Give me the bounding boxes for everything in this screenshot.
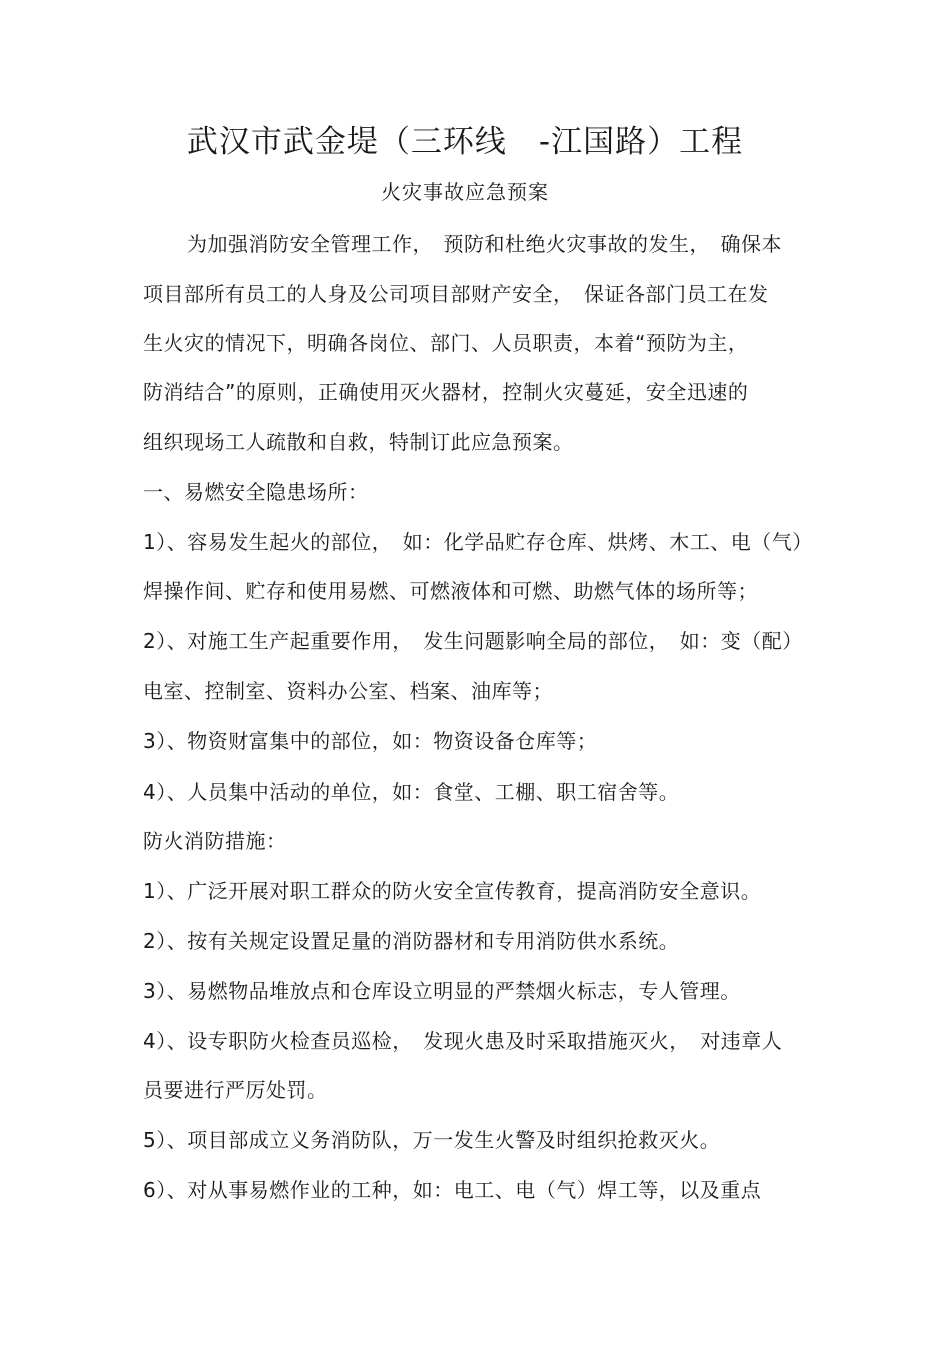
list-item-continuation: 员要进行严厉处罚。 [143,1078,328,1102]
list-item: 3）、易燃物品堆放点和仓库设立明显的严禁烟火标志，专人管理。 [143,979,741,1003]
list-item: 2）、按有关规定设置足量的消防器材和专用消防供水系统。 [143,929,680,953]
list-item: 3）、物资财富集中的部位，如：物资设备仓库等； [143,729,598,753]
section-heading: 防火消防措施： [143,829,287,853]
paragraph-line: 项目部所有员工的人身及公司项目部财产安全， 保证各部门员工在发 [143,282,769,306]
paragraph-line: 组织现场工人疏散和自救，特制订此应急预案。 [143,430,574,454]
list-item-continuation: 焊操作间、贮存和使用易燃、可燃液体和可燃、助燃气体的场所等； [143,579,758,603]
list-item: 1）、容易发生起火的部位， 如：化学品贮存仓库、烘烤、木工、电（气） [143,530,813,554]
list-item: 2）、对施工生产起重要作用， 发生问题影响全局的部位， 如：变（配） [143,629,803,653]
section-heading: 一、易燃安全隐患场所： [143,480,369,504]
list-item: 6）、对从事易燃作业的工种，如：电工、电（气）焊工等，以及重点 [143,1178,762,1202]
list-item: 4）、人员集中活动的单位，如：食堂、工棚、职工宿舍等。 [143,780,680,804]
document-subtitle: 火灾事故应急预案 [381,180,549,204]
document-title: 武汉市武金堤（三环线 -江国路）工程 [186,124,744,160]
list-item: 4）、设专职防火检查员巡检， 发现火患及时采取措施灭火， 对违章人 [143,1029,783,1053]
paragraph-line: 生火灾的情况下，明确各岗位、部门、人员职责，本着“预防为主， [143,331,749,355]
list-item-continuation: 电室、控制室、资料办公室、档案、油库等； [143,679,553,703]
paragraph-line: 为加强消防安全管理工作， 预防和杜绝火灾事故的发生， 确保本 [187,232,782,256]
list-item: 5）、项目部成立义务消防队，万一发生火警及时组织抢救灭火。 [143,1128,721,1152]
list-item: 1）、广泛开展对职工群众的防火安全宣传教育，提高消防安全意识。 [143,879,762,903]
paragraph-line: 防消结合”的原则，正确使用灭火器材，控制火灾蔓延，安全迅速的 [143,380,749,404]
